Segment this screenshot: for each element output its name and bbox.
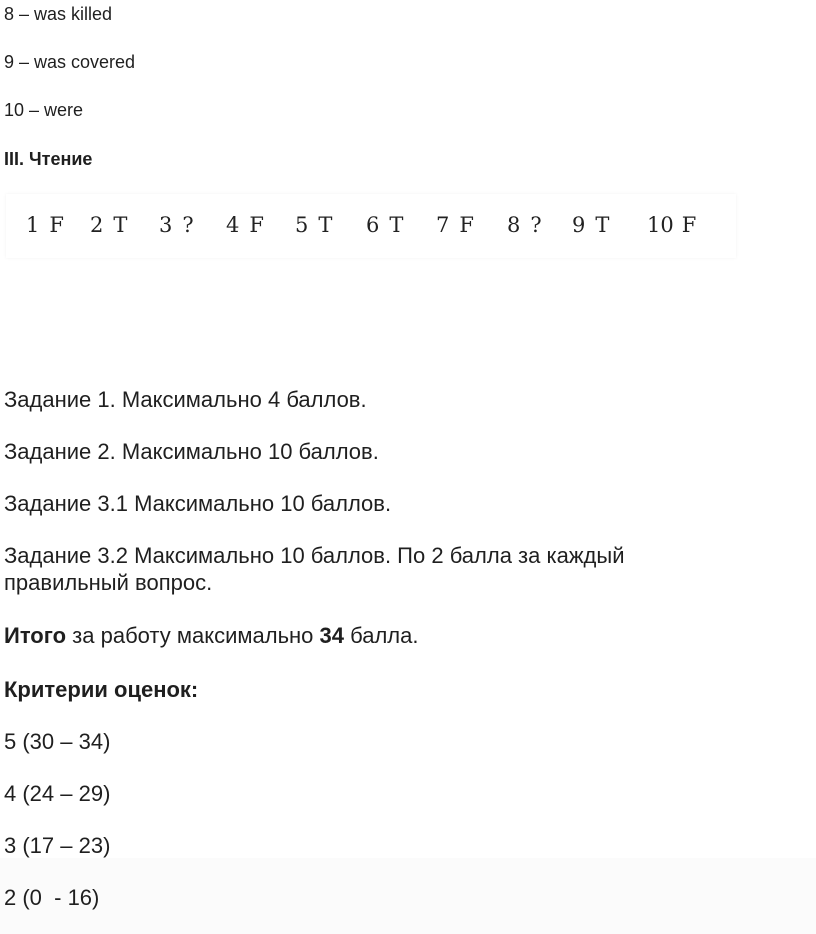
grade-line: 3 (17 – 23)	[4, 833, 111, 858]
task-line: Задание 3.1 Максимально 10 баллов.	[4, 491, 392, 516]
task-line: Задание 3.2 Максимально 10 баллов. По 2 балла за каждый правильный вопрос.	[4, 543, 625, 595]
total-label: Итого	[4, 623, 67, 648]
total-points: 34	[319, 623, 345, 648]
answer-item: 9 T	[572, 213, 610, 237]
answer-item: 1 F	[26, 213, 64, 237]
list-item: 10 – were	[4, 100, 84, 120]
grade-line: 2 (0 - 16)	[4, 885, 100, 910]
total-text: за работу максимально	[66, 623, 320, 648]
bottom-band	[0, 858, 816, 934]
answer-item: 7 F	[436, 213, 474, 237]
list-item: 8 – was killed	[4, 4, 113, 24]
answer-item: 4 F	[226, 213, 264, 237]
answer-item: 5 T	[295, 213, 333, 237]
list-item: 9 – was covered	[4, 52, 136, 72]
answer-item: 8 ?	[507, 213, 542, 237]
answer-item: 2 T	[90, 213, 128, 237]
total-text-end: балла.	[344, 623, 419, 648]
answer-item: 6 T	[366, 213, 404, 237]
criteria-heading: Критерии оценок:	[4, 677, 199, 702]
section-heading-reading: III. Чтение	[4, 149, 93, 169]
grade-line: 4 (24 – 29)	[4, 781, 111, 806]
grade-line: 5 (30 – 34)	[4, 729, 111, 754]
answer-item: 10 F	[647, 213, 697, 237]
answer-item: 3 ?	[159, 213, 194, 237]
task-line: Задание 1. Максимально 4 баллов.	[4, 387, 367, 412]
total-line	[4, 622, 418, 649]
reading-answers-image	[6, 194, 736, 258]
task-line: Задание 2. Максимально 10 баллов.	[4, 439, 379, 464]
